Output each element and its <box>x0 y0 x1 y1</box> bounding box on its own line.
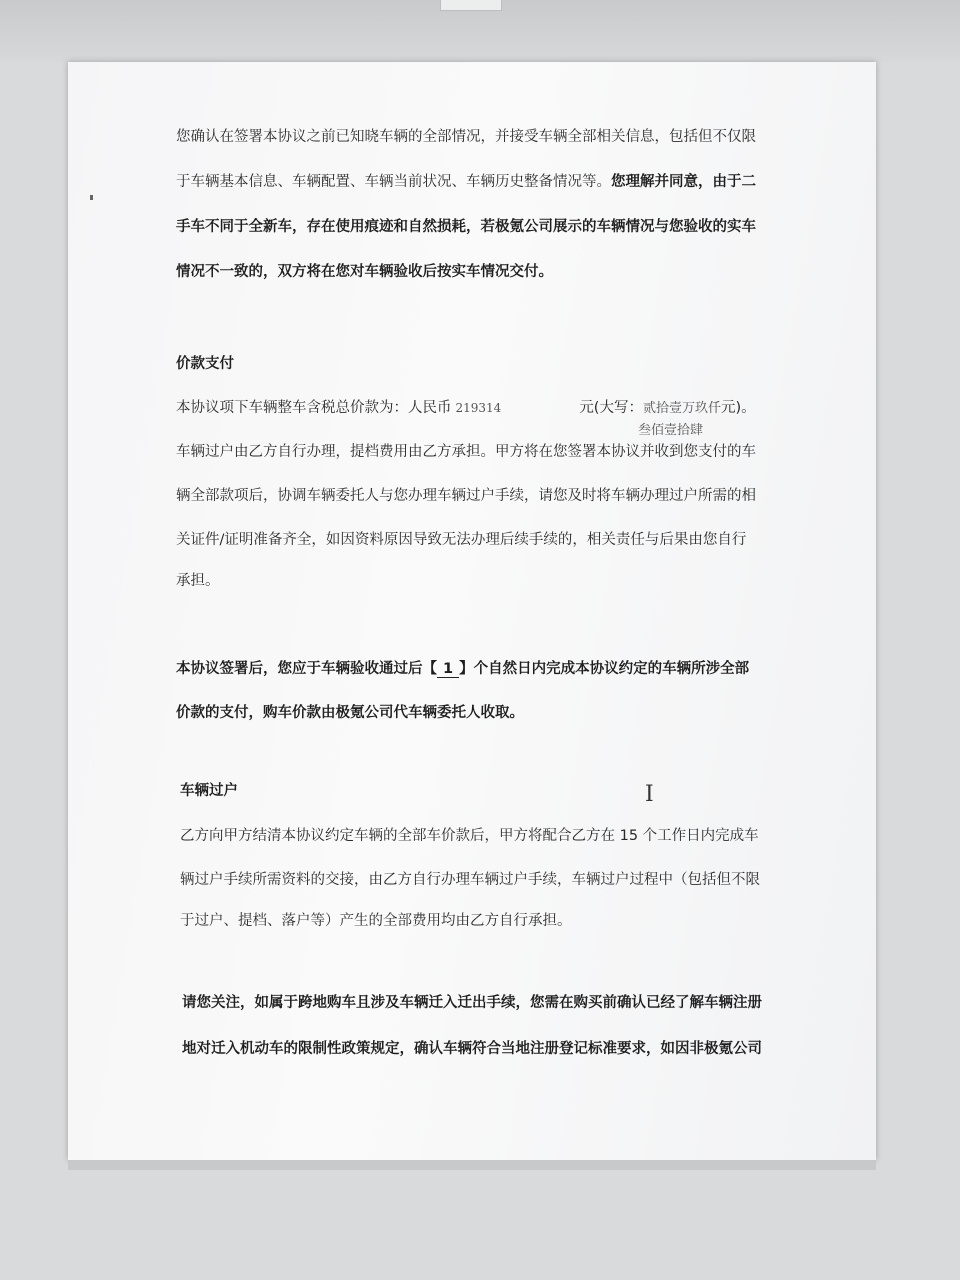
transfer-section-heading: 车辆过户 <box>180 783 238 799</box>
mouse-pointer-dot <box>90 195 93 200</box>
transfer-line-1: 乙方向甲方结清本协议约定车辆的全部车价款后，甲方将配合乙方在 15 个工作日内完成车 <box>180 828 759 844</box>
price-section-heading: 价款支付 <box>176 356 234 372</box>
transfer-line-3: 于过户、提档、落户等）产生的全部费用均由乙方自行承担。 <box>180 913 572 929</box>
price-line <box>176 401 756 416</box>
price-para-line-1-cont: 甲方将在您签署本协议并收到您支付的车 <box>495 444 756 460</box>
transfer-notice-line-2: 地对迁入机动车的限制性政策规定，确认车辆符合当地注册登记标准要求，如因非极氪公司 <box>182 1041 762 1057</box>
payment-term-suffix: 】个自然日内完成本协议约定的车辆所涉全部 <box>459 661 750 677</box>
payment-term-prefix: 本协议签署后，您应于车辆验收通过后【 <box>176 661 437 677</box>
price-para-line-1 <box>176 445 756 460</box>
price-suffix: 元)。 <box>721 400 756 416</box>
intro-line-1: 您确认在签署本协议之前已知晓车辆的全部情况，并接受车辆全部相关信息，包括但不仅限 <box>176 129 756 145</box>
intro-line-2-normal: 于车辆基本信息、车辆配置、车辆当前状况、车辆历史整备情况等。 <box>176 174 611 190</box>
price-para-line-1-normal: 车辆过户由乙方自行办理，提档费用由乙方承担。 <box>176 444 495 460</box>
intro-line-3: 手车不同于全新车，存在使用痕迹和自然损耗，若极氪公司展示的车辆情况与您验收的实车 <box>176 219 756 235</box>
price-mid: 元(大写： <box>579 400 643 416</box>
transfer-notice-line-1: 请您关注，如属于跨地购车且涉及车辆迁入迁出手续，您需在购买前确认已经了解车辆注册 <box>182 995 762 1011</box>
price-words-1: 贰拾壹万玖仟 <box>642 401 721 416</box>
text-cursor-icon: I <box>645 782 654 807</box>
payment-term-line-1 <box>176 662 749 678</box>
price-para-line-2: 辆全部款项后，协调车辆委托人与您办理车辆过户手续，请您及时将车辆办理过户所需的相 <box>176 488 756 504</box>
price-para-line-3: 关证件/证明准备齐全，如因资料原因导致无法办理后续手续的，相关责任与后果由您自行 <box>176 532 747 548</box>
price-para-line-4: 承担。 <box>176 573 220 589</box>
intro-line-2-bold: 您理解并同意，由于二 <box>611 174 756 190</box>
payment-days-value: 1 <box>437 662 459 678</box>
intro-line-4: 情况不一致的，双方将在您对车辆验收后按实车情况交付。 <box>176 264 553 280</box>
window-tab[interactable] <box>440 0 502 11</box>
transfer-line-2: 辆过户手续所需资料的交接，由乙方自行办理车辆过户手续，车辆过户过程中（包括但不限 <box>180 872 760 888</box>
payment-term-line-2: 价款的支付，购车价款由极氪公司代车辆委托人收取。 <box>176 705 524 721</box>
intro-line-2 <box>176 175 756 190</box>
price-words-2: 叁佰壹拾肆 <box>638 423 704 438</box>
price-number: 219314 <box>455 401 502 415</box>
page-bottom-edge <box>68 1160 876 1170</box>
price-prefix: 本协议项下车辆整车含税总价款为：人民币 <box>176 400 452 416</box>
